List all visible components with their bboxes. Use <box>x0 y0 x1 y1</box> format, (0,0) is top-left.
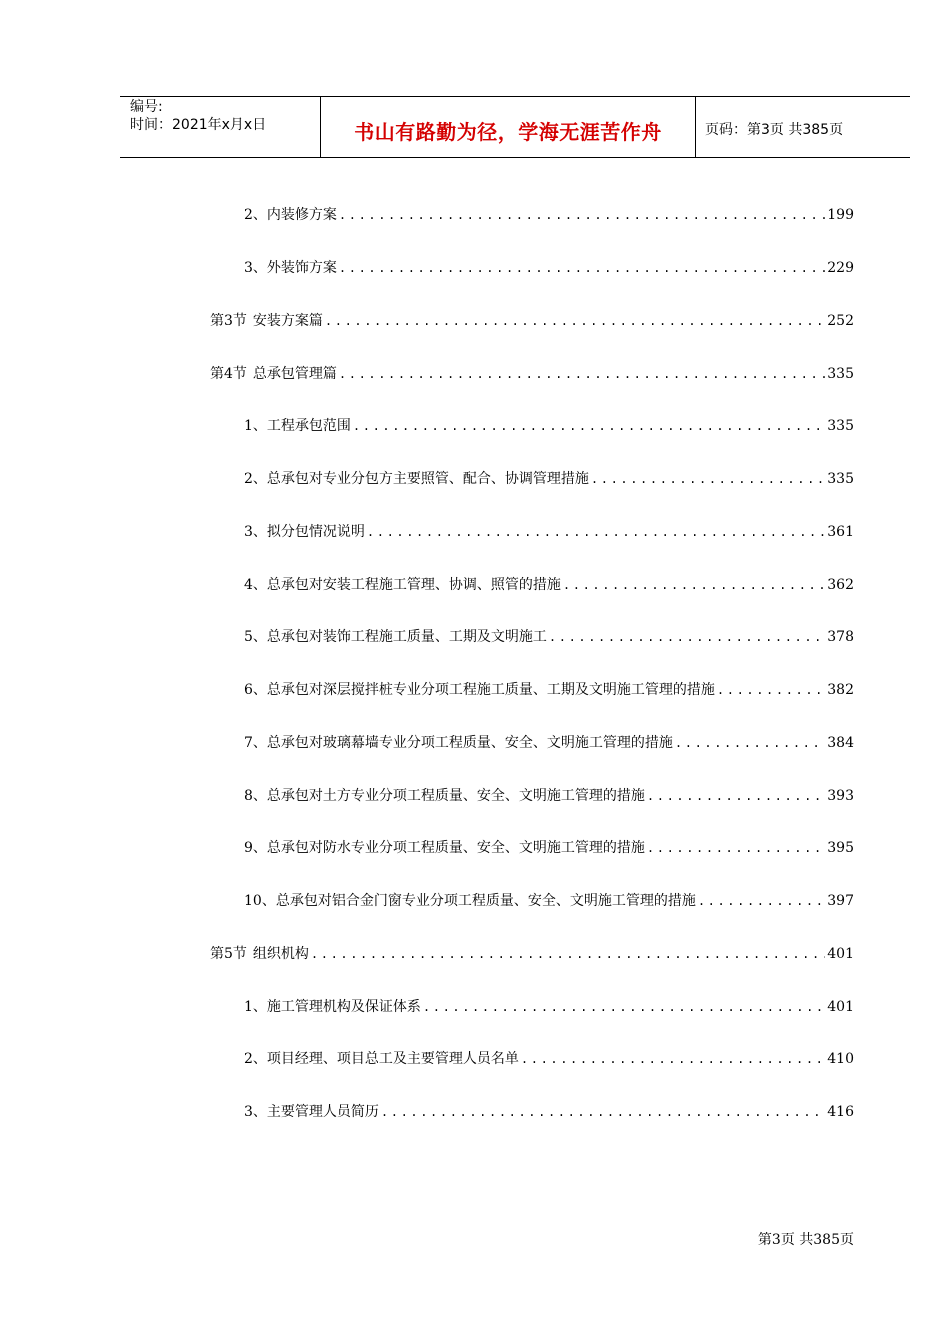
toc-section[interactable] <box>210 364 854 384</box>
toc-dot-leader <box>645 838 825 858</box>
toc-entry[interactable] <box>244 997 854 1017</box>
toc-entry-title: 内装修方案 <box>266 207 337 223</box>
header-motto-cell <box>320 97 696 157</box>
toc-entry-page: 397 <box>827 893 854 909</box>
toc-dot-leader <box>309 944 825 964</box>
toc-entry[interactable] <box>244 469 854 489</box>
toc-section-number: 第4节 <box>210 366 247 382</box>
toc-entry[interactable] <box>244 205 854 225</box>
toc-section-title: 总承包管理篇 <box>252 366 337 382</box>
toc-entry-page: 229 <box>827 260 854 276</box>
toc-entry[interactable] <box>244 522 854 542</box>
toc-entry-title: 总承包对深层搅拌桩专业分项工程施工质量、工期及文明施工管理的措施 <box>266 682 715 698</box>
toc-dot-leader <box>645 786 825 806</box>
toc-dot-leader <box>379 1102 825 1122</box>
toc-entry-title: 总承包对铝合金门窗专业分项工程质量、安全、文明施工管理的措施 <box>275 893 696 909</box>
toc-dot-leader <box>365 522 825 542</box>
toc-section-number: 第5节 <box>210 946 247 962</box>
page-footer-number: 第3页 共385页 <box>757 1232 854 1248</box>
toc-dot-leader <box>715 680 825 700</box>
toc-entry-number: 5、 <box>244 629 267 645</box>
toc-section-title: 组织机构 <box>252 946 309 962</box>
toc-entry-page: 382 <box>827 682 854 698</box>
toc-entry[interactable] <box>244 733 854 753</box>
toc-entry-number: 8、 <box>244 788 267 804</box>
toc-entry[interactable] <box>244 575 854 595</box>
toc-entry-page: 395 <box>827 840 854 856</box>
toc-entry[interactable] <box>244 786 854 806</box>
toc-entry-number: 3、 <box>244 1104 267 1120</box>
toc-dot-leader <box>421 997 825 1017</box>
toc-entry-number: 3、 <box>244 524 267 540</box>
toc-entry-number: 3、 <box>244 260 267 276</box>
toc-entry-page: 401 <box>827 999 854 1015</box>
toc-entry-number: 1、 <box>244 418 267 434</box>
toc-entry-number: 2、 <box>244 471 267 487</box>
toc-entry[interactable] <box>244 416 854 436</box>
toc-dot-leader <box>673 733 825 753</box>
toc-entry-page: 335 <box>827 418 854 434</box>
toc-entry-number: 6、 <box>244 682 267 698</box>
toc-section-page: 401 <box>827 946 854 962</box>
toc-entry-number: 7、 <box>244 735 267 751</box>
toc-entry[interactable] <box>244 258 854 278</box>
toc-entry-page: 393 <box>827 788 854 804</box>
document-time-label: 时间：2021年x月x日 <box>130 117 267 133</box>
toc-entry-title: 拟分包情况说明 <box>266 524 365 540</box>
toc-entry-page: 361 <box>827 524 854 540</box>
toc-entry-title: 总承包对土方专业分项工程质量、安全、文明施工管理的措施 <box>266 788 645 804</box>
toc-entry-number: 2、 <box>244 207 267 223</box>
toc-entry-page: 378 <box>827 629 854 645</box>
toc-section-number: 第3节 <box>210 313 247 329</box>
toc-entry[interactable] <box>244 891 854 911</box>
toc-entry-title: 总承包对专业分包方主要照管、配合、协调管理措施 <box>266 471 589 487</box>
toc-entry-number: 4、 <box>244 577 267 593</box>
toc-entry[interactable] <box>244 627 854 647</box>
toc-dot-leader <box>696 891 825 911</box>
toc-section-page: 335 <box>827 366 854 382</box>
toc-entry[interactable] <box>244 1102 854 1122</box>
toc-entry-page: 410 <box>827 1051 854 1067</box>
page-header <box>120 96 910 158</box>
header-meta-cell <box>120 97 320 157</box>
toc-entry-page: 416 <box>827 1104 854 1120</box>
toc-entry-number: 2、 <box>244 1051 267 1067</box>
toc-entry[interactable] <box>244 838 854 858</box>
toc-entry-page: 199 <box>827 207 854 223</box>
header-page-number: 页码：第3页 共385页 <box>705 122 844 138</box>
toc-entry-number: 9、 <box>244 840 267 856</box>
toc-entry[interactable] <box>244 680 854 700</box>
toc-dot-leader <box>337 205 825 225</box>
toc-dot-leader <box>337 364 825 384</box>
toc-entry-title: 总承包对装饰工程施工质量、工期及文明施工 <box>266 629 547 645</box>
toc-entry-page: 335 <box>827 471 854 487</box>
toc-dot-leader <box>323 311 825 331</box>
toc-section[interactable] <box>210 311 854 331</box>
toc-dot-leader <box>337 258 825 278</box>
toc-entry-title: 工程承包范围 <box>266 418 351 434</box>
document-number-label: 编号: <box>130 99 163 115</box>
toc-dot-leader <box>561 575 825 595</box>
toc-section-title: 安装方案篇 <box>252 313 323 329</box>
toc-dot-leader <box>589 469 825 489</box>
toc-entry-page: 384 <box>827 735 854 751</box>
toc-section[interactable] <box>210 944 854 964</box>
toc-entry[interactable] <box>244 1049 854 1069</box>
toc-entry-title: 总承包对防水专业分项工程质量、安全、文明施工管理的措施 <box>266 840 645 856</box>
header-page-cell <box>695 97 910 157</box>
toc-dot-leader <box>351 416 825 436</box>
header-motto: 书山有路勤为径，学海无涯苦作舟 <box>354 120 662 144</box>
toc-dot-leader <box>519 1049 825 1069</box>
toc-section-page: 252 <box>827 313 854 329</box>
toc-dot-leader <box>547 627 825 647</box>
toc-entry-title: 项目经理、项目总工及主要管理人员名单 <box>266 1051 519 1067</box>
toc-entry-title: 总承包对安装工程施工管理、协调、照管的措施 <box>266 577 561 593</box>
toc-entry-title: 外装饰方案 <box>266 260 337 276</box>
toc-entry-page: 362 <box>827 577 854 593</box>
toc-entry-title: 总承包对玻璃幕墙专业分项工程质量、安全、文明施工管理的措施 <box>266 735 673 751</box>
toc-entry-number: 1、 <box>244 999 267 1015</box>
toc-entry-title: 施工管理机构及保证体系 <box>266 999 421 1015</box>
toc-entry-title: 主要管理人员简历 <box>266 1104 379 1120</box>
toc-entry-number: 10、 <box>244 893 276 909</box>
